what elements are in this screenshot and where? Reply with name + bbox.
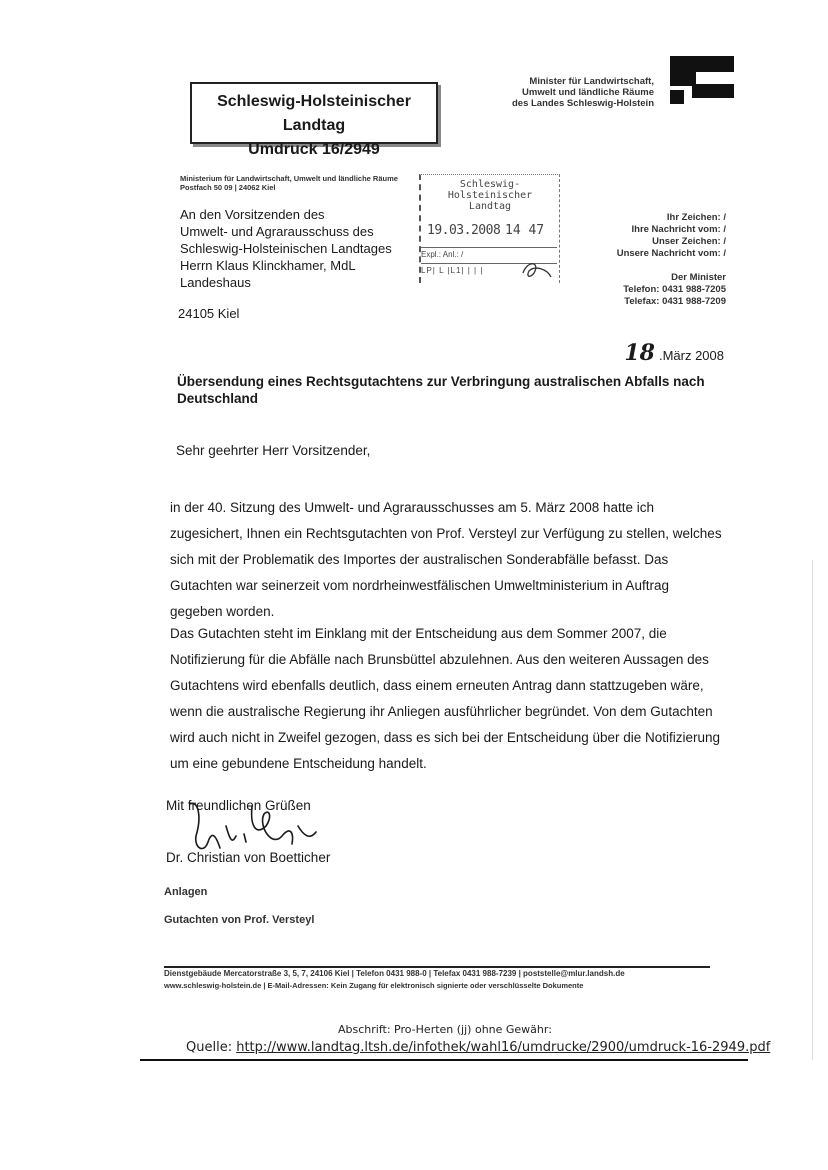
source-label: Quelle: bbox=[186, 1040, 237, 1055]
contact-title: Der Minister bbox=[671, 272, 726, 283]
state-logo-icon bbox=[668, 54, 734, 106]
date-month-year: .März 2008 bbox=[658, 348, 724, 363]
landtag-name: Schleswig-Holsteinischer Landtag bbox=[217, 93, 411, 134]
body-paragraph: in der 40. Sitzung des Umwelt- und Agrarausschusses am 5. März 2008 hatte ich zugesichert, Ihnen ein Rechtsgutachten von Prof. Versteyl zur Verfügung zu stellen, welches sich mit der Problematik des Importes der australischen Sonderabfälle befasst. Das Gutachten war seinerzeit vom nordrheinwestfälischen Umweltministerium in Auftrag gegeben worden. bbox=[170, 500, 722, 619]
ministry-header-line: Minister für Landwirtschaft, bbox=[529, 76, 654, 87]
addressee-line: Herrn Klaus Klinckhamer, MdL bbox=[180, 258, 356, 273]
landtag-print-box bbox=[190, 82, 438, 158]
stamp-date: 19.03.2008 bbox=[427, 223, 501, 238]
sender-line: Ministerium für Landwirtschaft, Umwelt und ländliche Räume bbox=[180, 174, 398, 183]
stamp-routing-row: LP| L |L1| | | | bbox=[421, 263, 557, 275]
stamp-initials-icon bbox=[517, 259, 557, 283]
letter-subject: Übersendung eines Rechtsgutachtens zur Verbringung australischen Abfalls nach Deutschland bbox=[177, 374, 705, 406]
contact-phone: Telefon: 0431 988-7205 bbox=[623, 284, 726, 295]
reference-line: Ihr Zeichen: / bbox=[666, 212, 726, 223]
body-paragraph: Das Gutachten steht im Einklang mit der Entscheidung aus dem Sommer 2007, die Notifizierung für die Abfälle nach Brunsbüttel abzulehnen. Aus den weiteren Aussagen des Gutachtens wird ebenfalls deutlich, dass einem erneuten Antrag dann stattzugeben wäre, wenn die australische Regierung ihr Anliegen ausführlicher begründet. Von dem Gutachten wird auch nicht in Zweifel gezogen, dass es sich bei der Entscheidung über die Notifizierung um eine gebundene Entscheidung handelt. bbox=[170, 626, 721, 771]
footer-address: Dienstgebäude Mercatorstraße 3, 5, 7, 24106 Kiel | Telefon 0431 988-0 | Telefax 0431 988-7239 | poststelle@mlur.landsh.de bbox=[164, 969, 625, 978]
copy-note: Abschrift: Pro-Herten (jj) ohne Gewähr: bbox=[338, 1023, 552, 1036]
contact-fax: Telefax: 0431 988-7209 bbox=[624, 296, 726, 307]
receipt-stamp bbox=[419, 174, 560, 283]
source-divider bbox=[140, 1059, 748, 1061]
ministry-header-line: des Landes Schleswig-Holstein bbox=[511, 98, 654, 109]
reference-block bbox=[560, 212, 726, 260]
addressee-line: Umwelt- und Agrarausschuss des bbox=[180, 224, 374, 239]
footer-divider bbox=[164, 966, 710, 968]
scan-edge-line bbox=[812, 560, 813, 1060]
letter-date bbox=[600, 340, 724, 366]
salutation: Sehr geehrter Herr Vorsitzender, bbox=[176, 443, 371, 458]
stamp-organization: Schleswig-Holsteinischer Landtag bbox=[447, 179, 533, 212]
contact-block bbox=[560, 272, 726, 308]
addressee-line: Landeshaus bbox=[180, 275, 251, 290]
footer-web-note: www.schleswig-holstein.de | E-Mail-Adressen: Kein Zugang für elektronisch signierte oder verschlüsselte Dokumente bbox=[164, 981, 584, 990]
sender-line: Postfach 50 09 | 24062 Kiel bbox=[180, 183, 276, 192]
print-number: Umdruck 16/2949 bbox=[248, 141, 380, 158]
reference-line: Ihre Nachricht vom: / bbox=[631, 224, 726, 235]
source-link[interactable]: http://www.landtag.ltsh.de/infothek/wahl16/umdrucke/2900/umdruck-16-2949.pdf bbox=[236, 1040, 771, 1055]
reference-line: Unser Zeichen: / bbox=[652, 236, 726, 247]
signer-name: Dr. Christian von Boetticher bbox=[166, 850, 331, 865]
ministry-header-line: Umwelt und ländliche Räume bbox=[522, 87, 654, 98]
addressee-line: Schleswig-Holsteinischen Landtages bbox=[180, 241, 392, 256]
stamp-copies-row: Expl.: Anl.: / bbox=[421, 247, 557, 259]
enclosures-title: Anlagen bbox=[164, 886, 208, 898]
addressee-zip-city: 24105 Kiel bbox=[178, 306, 240, 321]
ministry-header bbox=[490, 76, 654, 109]
date-day: 18 bbox=[624, 340, 655, 366]
enclosure-item: Gutachten von Prof. Versteyl bbox=[164, 914, 315, 926]
sender-return-address bbox=[180, 174, 398, 192]
reference-line: Unsere Nachricht vom: / bbox=[616, 248, 726, 259]
addressee-block bbox=[180, 206, 392, 291]
stamp-time: 14 47 bbox=[505, 223, 545, 238]
addressee-line: An den Vorsitzenden des bbox=[180, 207, 325, 222]
source-line bbox=[186, 1040, 770, 1055]
closing-formula: Mit freundlichen Grüßen bbox=[166, 798, 311, 813]
